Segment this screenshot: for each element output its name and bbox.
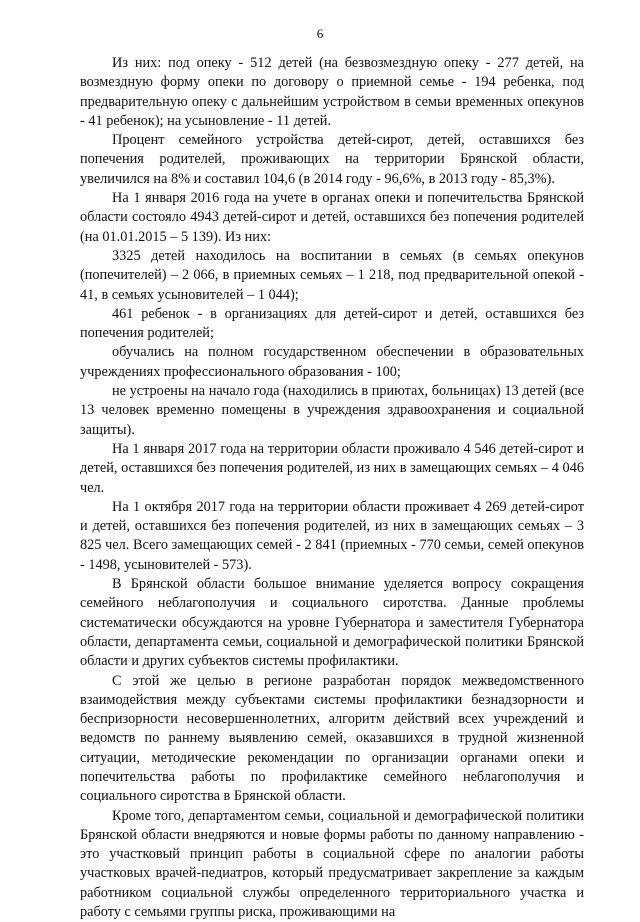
paragraph-not-placed: не устроены на начало года (находились в приютах, больницах) 13 детей (все 13 человек временно помещены в учреждения здравоохранения и социальной защиты). xyxy=(80,383,584,438)
page-number: 6 xyxy=(316,26,324,41)
paragraph-october-2017: На 1 октября 2017 года на территории области проживает 4 269 детей-сирот и детей, оставшихся без попечения родителей, из них в замещающих семьях – 3 825 чел. Всего замещающих семей - 2 841 (приемных - 770 семьи, семей опекунов - 1498, усыновителей - 573). xyxy=(80,498,584,573)
paragraph-january-2017: На 1 января 2017 года на территории области проживало 4 546 детей-сирот и детей, оставшихся без попечения родителей, из них в замещающих семьях – 4 046 чел. xyxy=(80,440,584,496)
paragraph-guardianship-placement: Из них: под опеку - 512 детей (на безвозмездную опеку - 277 детей, на возмездную форму опеки по договору о приемной семье - 194 ребенка, под предварительную опеку с дальнейшим устройством в семьи временных опекунов - 41 ребенок); на усыновление - 11 детей. xyxy=(80,55,584,129)
paragraph-registered-2016: На 1 января 2016 года на учете в органах опеки и попечительства Брянской области состояло 4943 детей-сирот и детей, оставшихся без попечения родителей (на 01.01.2015 – 5 139). Из них: xyxy=(80,190,584,245)
paragraph-vocational-education: обучались на полном государственном обеспечении в образовательных учреждениях профессионального образования - 100; xyxy=(80,344,584,380)
document-body xyxy=(80,54,584,922)
paragraph-interagency-procedure: С этой же целью в регионе разработан порядок межведомственного взаимодействия между субъектами системы профилактики безнадзорности и беспризорности несовершеннолетних, алгоритм действий всех учреждений и ведомств по раннему выявлению семей, оказавшихся в трудной жизненной ситуации, методические рекомендации по организации органами опеки и попечительства работы по профилактике семейного неблагополучия и социального сиротства в Брянской области. xyxy=(80,672,584,805)
paragraph-in-families: 3325 детей находилось на воспитании в семьях (в семьях опекунов (попечителей) – 2 066, в приемных семьях – 1 218, под предварительной опекой - 41, в семьях усыновителей – 1 044); xyxy=(80,247,584,303)
paragraph-placement-percentage: Процент семейного устройства детей-сирот, детей, оставшихся без попечения родителей, проживающих на территории Брянской области, увеличился на 8% и составил 104,6 (в 2014 году - 96,6%, в 2013 году - 85,3%). xyxy=(80,132,584,187)
paragraph-in-organizations: 461 ребенок - в организациях для детей-сирот и детей, оставшихся без попечения родителей; xyxy=(80,305,584,342)
paragraph-district-principle: Кроме того, департаментом семьи, социальной и демографической политики Брянской области внедряются и новые формы работы по данному направлению - это участковый принцип работы в социальной сфере по аналогии работы участковых врачей-педиатров, который предусматривает закрепление за каждым работником социальной службы определенного территориального участка и работу с семьями группы риска, проживающими на xyxy=(80,807,584,921)
paragraph-prevention-attention: В Брянской области большое внимание уделяется вопросу сокращения семейного неблагополучия и социального сиротства. Данные проблемы систематически обсуждаются на уровне Губернатора и заместителя Губернатора области, департамента семьи, социальной и демографической политики Брянской области и других субъектов системы профилактики. xyxy=(80,576,584,670)
